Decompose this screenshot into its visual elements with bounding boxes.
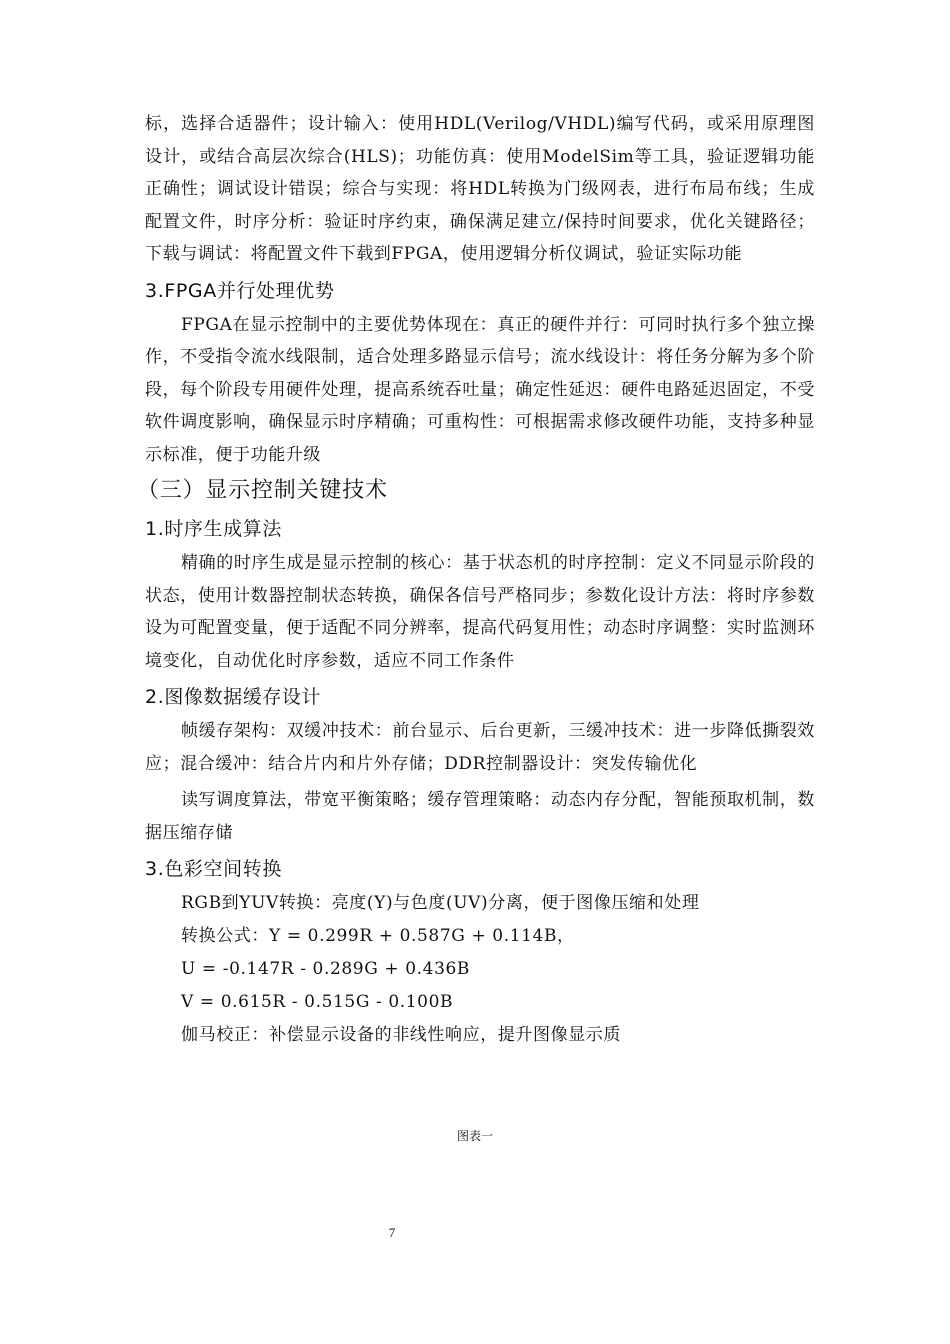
chapter-heading-key-technologies: （三）显示控制关键技术 — [137, 478, 388, 503]
line-formula-y: 转换公式：Y = 0.299R + 0.587G + 0.114B， — [181, 926, 575, 946]
section-heading-fpga-parallel: 3.FPGA并行处理优势 — [145, 279, 335, 302]
page-number: 7 — [388, 1225, 396, 1240]
paragraph-frame-buffer: 帧缓存架构：双缓冲技术：前台显示、后台更新，三缓冲技术：进一步降低撕裂效应；混合缓冲：结合片内和片外存储；DDR控制器设计：突发传输优化 — [145, 721, 815, 774]
line-formula-u: U = -0.147R - 0.289G + 0.436B — [181, 959, 471, 979]
paragraph-design-flow: 标，选择合适器件；设计输入：使用HDL(Verilog/VHDL)编写代码，或采用原理图设计，或结合高层次综合(HLS)；功能仿真：使用ModelSim等工具，验证逻辑功能正确性；调试设计错误；综合与实现：将HDL转换为门级网表，进行布局布线；生成配置文件，时序分析：验证时序约束，确保满足建立/保持时间要求，优化关键路径；下载与调试：将配置文件下载到FPGA，使用逻辑分析仪调试，验证实际功能 — [145, 114, 815, 264]
figure-caption: 图表一 — [456, 1129, 493, 1143]
section-heading-buffer-design: 2.图像数据缓存设计 — [145, 686, 322, 708]
paragraph-timing-algorithm: 精确的时序生成是显示控制的核心：基于状态机的时序控制：定义不同显示阶段的状态，使用计数器控制状态转换，确保各信号严格同步；参数化设计方法：将时序参数设为可配置变量，便于适配不同分辨率，提高代码复用性；动态时序调整：实时监测环境变化，自动优化时序参数，适应不同工作条件 — [145, 553, 815, 671]
paragraph-fpga-advantages: FPGA在显示控制中的主要优势体现在：真正的硬件并行：可同时执行多个独立操作，不受指令流水线限制，适合处理多路显示信号；流水线设计：将任务分解为多个阶段，每个阶段专用硬件处理，提高系统吞吐量；确定性延迟：硬件电路延迟固定，不受软件调度影响，确保显示时序精确；可重构性：可根据需求修改硬件功能，支持多种显示标准，便于功能升级 — [145, 314, 815, 465]
page-content — [137, 108, 815, 1052]
section-heading-timing-algorithm: 1.时序生成算法 — [145, 518, 282, 540]
line-rgb-to-yuv: RGB到YUV转换：亮度(Y)与色度(UV)分离，便于图像压缩和处理 — [181, 893, 700, 913]
paragraph-buffer-scheduling: 读写调度算法，带宽平衡策略；缓存管理策略：动态内存分配，智能预取机制，数据压缩存储 — [145, 790, 815, 843]
line-formula-v: V = 0.615R - 0.515G - 0.100B — [181, 992, 454, 1012]
line-gamma-correction: 伽马校正：补偿显示设备的非线性响应，提升图像显示质 — [181, 1025, 621, 1045]
section-heading-color-space: 3.色彩空间转换 — [145, 858, 282, 880]
